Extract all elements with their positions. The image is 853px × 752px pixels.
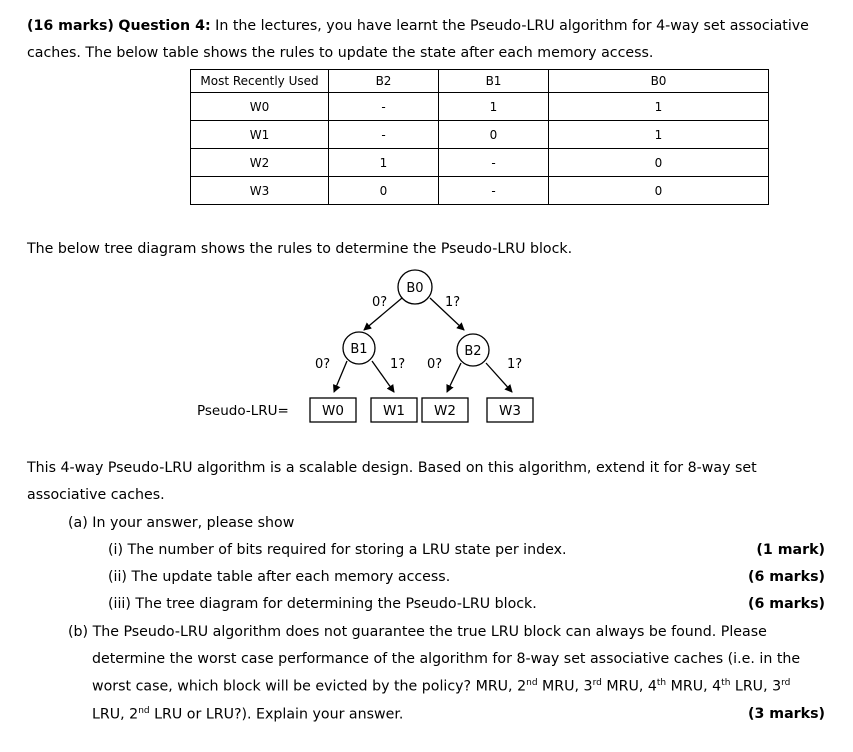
question-label: Question 4: — [118, 18, 211, 34]
tree-intro-text: The below tree diagram shows the rules to determine the Pseudo-LRU block. — [27, 241, 573, 257]
table-cell: 1 — [549, 121, 769, 149]
leaf-w2-label: W2 — [434, 403, 456, 419]
table-cell: W1 — [191, 121, 329, 149]
part-b-text: LRU or LRU?). Explain your answer. — [154, 706, 404, 723]
table-cell: 0 — [549, 149, 769, 177]
part-a-item-ii: (ii) The update table after each memory access. — [108, 569, 451, 585]
edge-label: 0? — [372, 295, 388, 310]
extend-line-2: associative caches. — [27, 487, 165, 503]
question-text-1: In the lectures, you have learnt the Pseudo-LRU algorithm for 4-way set associative — [210, 18, 809, 34]
extend-line-1: This 4-way Pseudo-LRU algorithm is a scalable design. Based on this algorithm, extend it for 8-way set — [27, 460, 757, 476]
table-cell: 1 — [549, 93, 769, 121]
table-header-b1: B1 — [439, 70, 549, 93]
edge-label: 0? — [315, 357, 331, 372]
part-a-item-ii-marks: (6 marks) — [747, 569, 825, 585]
table-cell: - — [439, 177, 549, 205]
part-b-text: MRU, 4 — [606, 678, 657, 695]
question-line-2: caches. The below table shows the rules to update the state after each memory access. — [27, 45, 654, 61]
table-cell: - — [329, 121, 439, 149]
ordinal-suffix: rd — [592, 678, 602, 688]
edge-label: 0? — [427, 357, 443, 372]
part-a-item-i: (i) The number of bits required for storing a LRU state per index. — [108, 542, 567, 558]
table-cell: 0 — [549, 177, 769, 205]
edge-b1-w0 — [334, 361, 347, 392]
part-a-item-iii-marks: (6 marks) — [747, 596, 825, 612]
leaf-w1-label: W1 — [383, 403, 405, 419]
table-header-mru: Most Recently Used — [191, 70, 329, 93]
table-cell: - — [439, 149, 549, 177]
edge-label: 1? — [445, 295, 461, 310]
part-b-text: MRU, 3 — [542, 678, 593, 695]
part-b-text: MRU, 4 — [670, 678, 722, 695]
table-header-b2: B2 — [329, 70, 439, 93]
leaf-w0-label: W0 — [322, 403, 344, 419]
edge-b2-w2 — [447, 363, 461, 392]
table-cell: 0 — [439, 121, 549, 149]
edge-label: 1? — [507, 357, 523, 372]
part-b-text: LRU, 2 — [92, 706, 139, 723]
ordinal-suffix: th — [656, 678, 667, 688]
table-cell: W0 — [191, 93, 329, 121]
part-b-line-2: determine the worst case performance of the algorithm for 8-way set associative caches (i.e. in the — [92, 651, 801, 667]
node-b0-label: B0 — [406, 281, 424, 296]
table-cell: W3 — [191, 177, 329, 205]
part-a-item-i-marks: (1 mark) — [756, 542, 825, 558]
table-cell: 1 — [329, 149, 439, 177]
leaf-w3-label: W3 — [499, 403, 521, 419]
node-b2-label: B2 — [464, 344, 482, 359]
question-marks: (16 marks) — [27, 18, 114, 34]
table-cell: - — [329, 93, 439, 121]
part-b-marks: (3 marks) — [747, 706, 825, 722]
part-b-line-3 — [92, 678, 790, 695]
part-b-text: worst case, which block will be evicted by the policy? MRU, 2 — [92, 678, 527, 695]
table-cell: 1 — [439, 93, 549, 121]
part-b-text: LRU, 3 — [734, 678, 782, 695]
part-a-intro: (a) In your answer, please show — [68, 515, 295, 531]
ordinal-suffix: nd — [526, 678, 538, 688]
node-b1-label: B1 — [350, 342, 368, 357]
ordinal-suffix: th — [721, 678, 731, 688]
part-b-line-4 — [92, 706, 403, 723]
table-header-b0: B0 — [549, 70, 769, 93]
table-cell: W2 — [191, 149, 329, 177]
part-a-item-iii: (iii) The tree diagram for determining the Pseudo-LRU block. — [108, 596, 537, 612]
part-b-line-1: (b) The Pseudo-LRU algorithm does not guarantee the true LRU block can always be found. Please — [68, 624, 767, 640]
ordinal-suffix: rd — [781, 678, 791, 688]
edge-label: 1? — [390, 357, 406, 372]
ordinal-suffix: nd — [138, 706, 150, 716]
pseudo-lru-result-label: Pseudo-LRU= — [197, 403, 289, 419]
table-cell: 0 — [329, 177, 439, 205]
